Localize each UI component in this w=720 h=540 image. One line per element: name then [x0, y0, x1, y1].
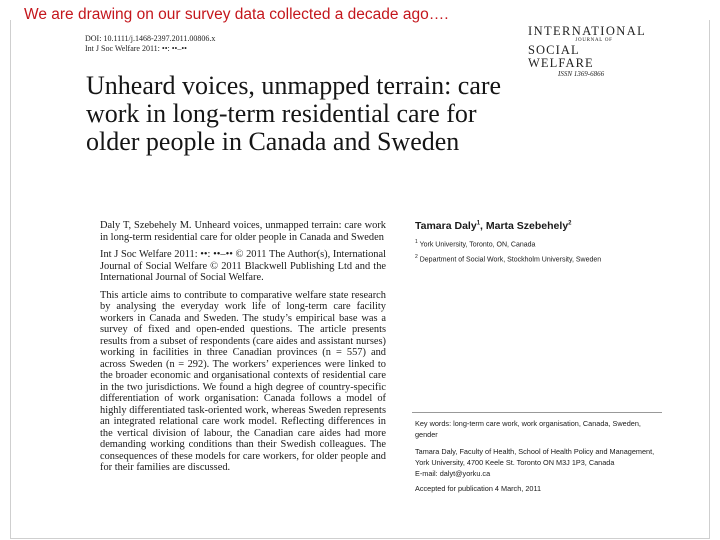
author-list: Tamara Daly$^1$, Marta Szebehely$^2$	[415, 220, 572, 232]
correspondence-text: Tamara Daly, Faculty of Health, School of Health Policy and Management, York University, 4700 Keele St. Toronto ON M3J 1P3, Canada	[415, 447, 655, 467]
doi-block	[85, 34, 215, 54]
paper-title: Unheard voices, unmapped terrain: care work in long-term residential care for older people in Canada and Sweden	[86, 71, 502, 156]
affiliation-text: York University, Toronto, ON, Canada	[419, 241, 536, 249]
doi-line: DOI: 10.1111/j.1468-2397.2011.00806.x	[85, 34, 216, 43]
email-text: E-mail: dalyt@yorku.ca	[415, 469, 491, 478]
abstract-column	[100, 220, 386, 480]
journal-logo	[528, 25, 648, 79]
journal-logo-line1: INTERNATIONAL	[528, 24, 647, 38]
abstract-text: This article aims to contribute to comparative welfare state research by analysing the everyday work life of long-term care facility workers in Canada and Sweden. The study’s empirical base was a survey of fixed and open-ended questions. The article presents results from a subset of respondents (care aides and assistant nurses) working in facilities in three Canadian provinces (n = 557) and across Sweden (n = 292). The workers’ experiences were linked to the broader economic and organisational contexts of residential care in the two jurisdictions. We found a high degree of country-specific differentiation of work organisation: Canada follows a model of highly differentiated task-oriented work, whereas Sweden represents an integrated relational care work model. Reflecting differences in the vertical division of labour, the Canadian care aides had more demanding working conditions than their Swedish colleagues. The consequences of these models for care workers, for older people and for their families are discussed.	[100, 289, 386, 473]
copyright-text: Int J Soc Welfare 2011: ••: ••–•• © 2011 The Author(s), International Journal of Social Welfare © 2011 Blackwell Publishing Ltd and the International Journal of Social Welfare.	[100, 249, 386, 283]
journal-logo-line3: SOCIAL WELFARE	[528, 43, 594, 70]
keywords-block	[415, 418, 655, 494]
accepted-date: Accepted for publication 4 March, 2011	[415, 484, 542, 493]
affiliation	[415, 251, 655, 266]
author-column	[415, 220, 655, 267]
affiliation-number: 1	[415, 239, 418, 245]
slide-banner-text: We are drawing on our survey data collected a decade ago….	[24, 6, 449, 23]
journal-logo-line2: JOURNAL OF	[575, 38, 613, 43]
divider	[412, 412, 662, 413]
affiliation-number: 2	[415, 254, 418, 261]
author-name: Marta Szebehely	[485, 220, 569, 232]
journal-ref-line: Int J Soc Welfare 2011: ••: ••–••	[85, 44, 187, 53]
citation-text: Daly T, Szebehely M. Unheard voices, unmapped terrain: care work in long-term residential care for older people in Canada and Sweden	[100, 220, 386, 243]
affiliation-text: Department of Social Work, Stockholm University, Sweden	[419, 256, 602, 264]
author-name: Tamara Daly	[415, 220, 477, 232]
author-sup: 1	[476, 220, 481, 227]
affiliation	[415, 236, 655, 251]
author-sup: 2	[568, 220, 572, 227]
journal-issn: ISSN 1369-6866	[558, 70, 605, 78]
keywords-text: Key words: long-term care work, work organisation, Canada, Sweden, gender	[415, 419, 641, 439]
